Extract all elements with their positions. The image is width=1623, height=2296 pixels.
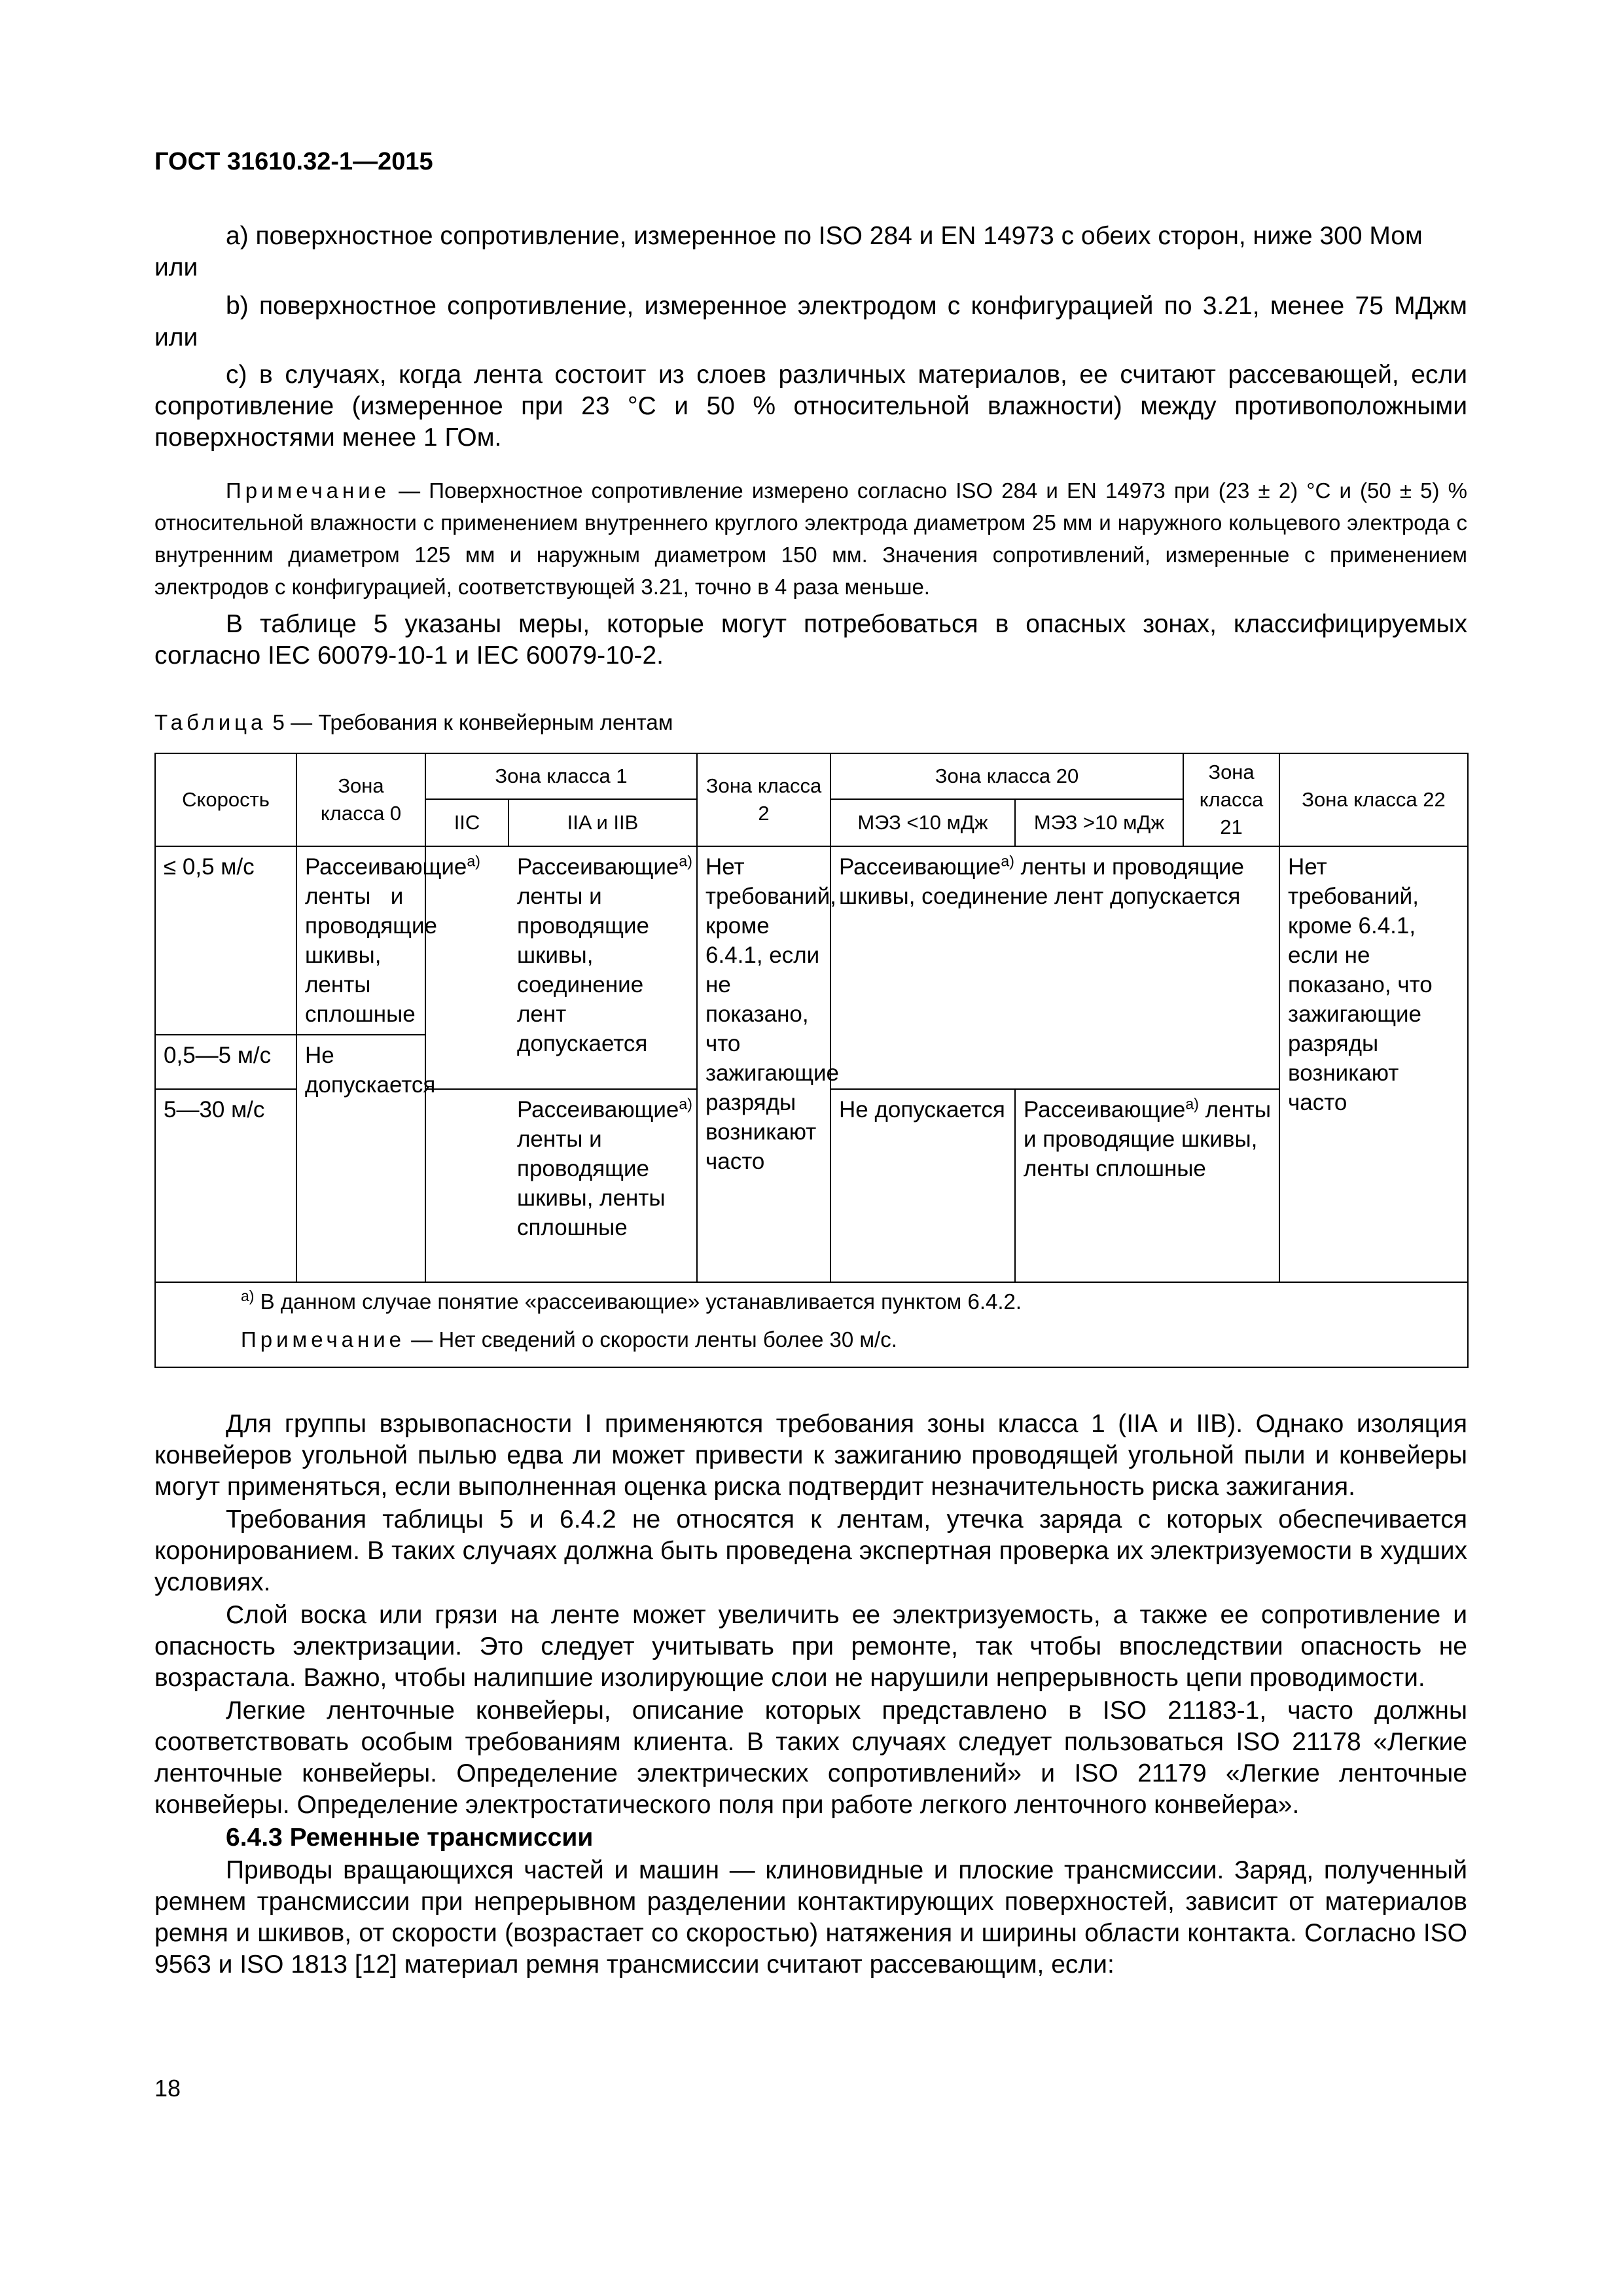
header-zone22: Зона класса 22 (1279, 753, 1468, 846)
zone0-row1-lead: Рассеивающие (305, 854, 467, 880)
zone20-mie-gt-row3-lead: Рассеивающие (1024, 1097, 1186, 1122)
zone1-iib-row3-lead: Рассеивающие (517, 1097, 679, 1122)
zone1-iib-rows12-lead: Рассеивающие (517, 854, 679, 880)
zone0-row1 (296, 846, 480, 1035)
header-iia-iib: IIA и IIB (508, 799, 697, 846)
intro-item-a-cont: или (154, 253, 198, 281)
paragraph-3: Слой воска или грязи на ленте может увеличить ее электризуемость, а также ее сопротивление и опасность электризации. Это следует учитывать при ремонте, так чтобы впоследствии опасность не возрастала. Важно, чтобы налипшие изолирующие слои не нарушили непрерывность цепи проводимости. (154, 1601, 1467, 1692)
footnote-mark: а) (467, 852, 480, 870)
zone20-mie-gt-row3 (1015, 1089, 1279, 1282)
header-zone1: Зона класса 1 (425, 753, 697, 799)
header-iic: IIC (425, 799, 508, 846)
zone20-mie-gt-row3-rest: ленты и проводящие шкивы, ленты сплошные (1024, 1097, 1271, 1181)
intro-item-a: а) поверхностное сопротивление, измеренное по ISO 284 и EN 14973 с обеих сторон, ниже 300 Мом (226, 222, 1423, 250)
row-speed-2: 0,5—5 м/с (155, 1035, 296, 1089)
footnote-mark: а) (241, 1287, 255, 1304)
body-text (154, 1408, 1467, 1981)
table-caption (154, 710, 673, 735)
paragraph-4: Легкие ленточные конвейеры, описание которых представлено в ISO 21183-1, часто должны соответствовать особым требованиям клиента. В таких случаях следует пользоваться ISO 21178 «Легкие ленточные конвейеры. Определение электрических сопротивлений» и ISO 21179 «Легкие ленточные конвейеры. Определение электростатического поля при работе легкого ленточного конвейера». (154, 1696, 1467, 1819)
table-footnote-text: В данном случае понятие «рассеивающие» устанавливается пунктом 6.4.2. (254, 1289, 1022, 1314)
table-note-text: — Нет сведений о скорости ленты более 30 м/с. (405, 1327, 897, 1352)
note-1-label: Примечание (226, 478, 391, 503)
table-note (241, 1321, 1459, 1359)
zone1-iib-row3-rest: ленты и проводящие шкивы, ленты сплошные (517, 1126, 666, 1240)
paragraph-2: Требования таблицы 5 и 6.4.2 не относятся к лентам, утечка заряда с которых обеспечивается коронированием. В таких случаях должна быть проведена экспертная проверка их электризуемости в худших условиях. (154, 1505, 1467, 1596)
intro-list (154, 221, 1467, 454)
header-zone21: Зона класса 21 (1183, 753, 1279, 846)
intro-item-c: с) в случаях, когда лента состоит из слоев различных материалов, ее считают рассевающей, если сопротивление (измеренное при 23 °С и 50 % относительной влажности) между противоположными поверхностями менее 1 ГОм. (154, 361, 1467, 452)
header-zone2: Зона класса 2 (697, 753, 830, 846)
zone1-iib-rows12-rest: ленты и проводящие шкивы, соединение лент допускается (517, 884, 649, 1056)
footnote-mark: а) (679, 1095, 692, 1113)
zone0-row1-rest: ленты и проводящие шкивы, ленты сплошные (305, 884, 437, 1027)
footnote-mark: а) (679, 852, 692, 870)
table-footnote (241, 1283, 1459, 1321)
header-speed: Скорость (155, 753, 296, 846)
row-speed-3: 5—30 м/с (155, 1089, 296, 1282)
zone20-mie-lt-row3: Не допускается (830, 1089, 1015, 1282)
table-intro-paragraph: В таблице 5 указаны меры, которые могут потребоваться в опасных зонах, классифицируемых согласно IEC 60079-10-1 и IEC 60079-10-2. (154, 610, 1467, 670)
header-zone0: Зона класса 0 (296, 753, 425, 846)
header-zone20: Зона класса 20 (830, 753, 1183, 799)
footnote-mark: а) (1185, 1095, 1199, 1113)
paragraph-5: Приводы вращающихся частей и машин — клиновидные и плоские трансмиссии. Заряд, полученный ремнем трансмиссии при непрерывном разделении контактирующих поверхностей, зависит от материалов ремня и шкивов, от скорости (возрастает со скоростью) натяжения и ширины области контакта. Согласно ISO 9563 и ISO 1813 [12] материал ремня трансмиссии считают рассевающим, если: (154, 1856, 1467, 1979)
table-caption-label: Таблица (154, 710, 267, 734)
zone1-iib-row3 (425, 1089, 697, 1282)
zone20-rows12-rest: ленты и проводящие шкивы, соединение лент допускается (839, 854, 1244, 909)
row-speed-1: ≤ 0,5 м/с (155, 846, 296, 1035)
zone22-all-rows: Нет требований, кроме 6.4.1, если не показано, что зажигающие разряды возникают часто (1279, 846, 1468, 1282)
note-1-text: — Поверхностное сопротивление измерено согласно ISO 284 и EN 14973 при (23 ± 2) °С и (50 ± 5) % относительной влажности с применением внутреннего круглого электрода диаметром 25 мм и наружного кольцевого электрода с внутренним диаметром 125 мм и наружным диаметром 150 мм. Значения сопротивлений, измеренные с применением электродов с конфигурацией, соответствующей 3.21, точно в 4 раза меньше. (154, 478, 1467, 599)
footnote-mark: а) (1001, 852, 1014, 870)
table-note-label: Примечание (241, 1327, 406, 1352)
zone0-rows23: Не допускается (296, 1035, 425, 1282)
document-code-header: ГОСТ 31610.32-1—2015 (154, 148, 433, 175)
page-number: 18 (154, 2075, 181, 2102)
header-mie-lt-10: МЭЗ <10 мДж (830, 799, 1015, 846)
zone20-21-rows12 (830, 846, 1279, 1089)
intro-item-b: b) поверхностное сопротивление, измеренное электродом с конфигурацией по 3.21, менее 75 МДжм или (154, 292, 1467, 351)
table-footer (155, 1282, 1468, 1367)
paragraph-1: Для группы взрывопасности I применяются требования зоны класса 1 (IIA и IIB). Однако изоляция конвейеров угольной пылью едва ли может привести к зажиганию проводящей угольной пыли и конвейеры могут применяться, если выполненная оценка риска подтвердит незначительность риска зажигания. (154, 1410, 1467, 1501)
note-1 (154, 475, 1467, 603)
conveyor-belt-requirements-table (154, 753, 1469, 1368)
zone20-rows12-lead: Рассеивающие (839, 854, 1001, 880)
section-title: 6.4.3 Ременные трансмиссии (226, 1823, 594, 1852)
zone2-all-rows: Нет требований, кроме 6.4.1, если не показано, что зажигающие разряды возникают часто (697, 846, 830, 1282)
table-caption-text: 5 — Требования к конвейерным лентам (266, 710, 673, 734)
header-mie-gt-10: МЭЗ >10 мДж (1015, 799, 1183, 846)
zone1-iib-rows12 (425, 846, 697, 1089)
